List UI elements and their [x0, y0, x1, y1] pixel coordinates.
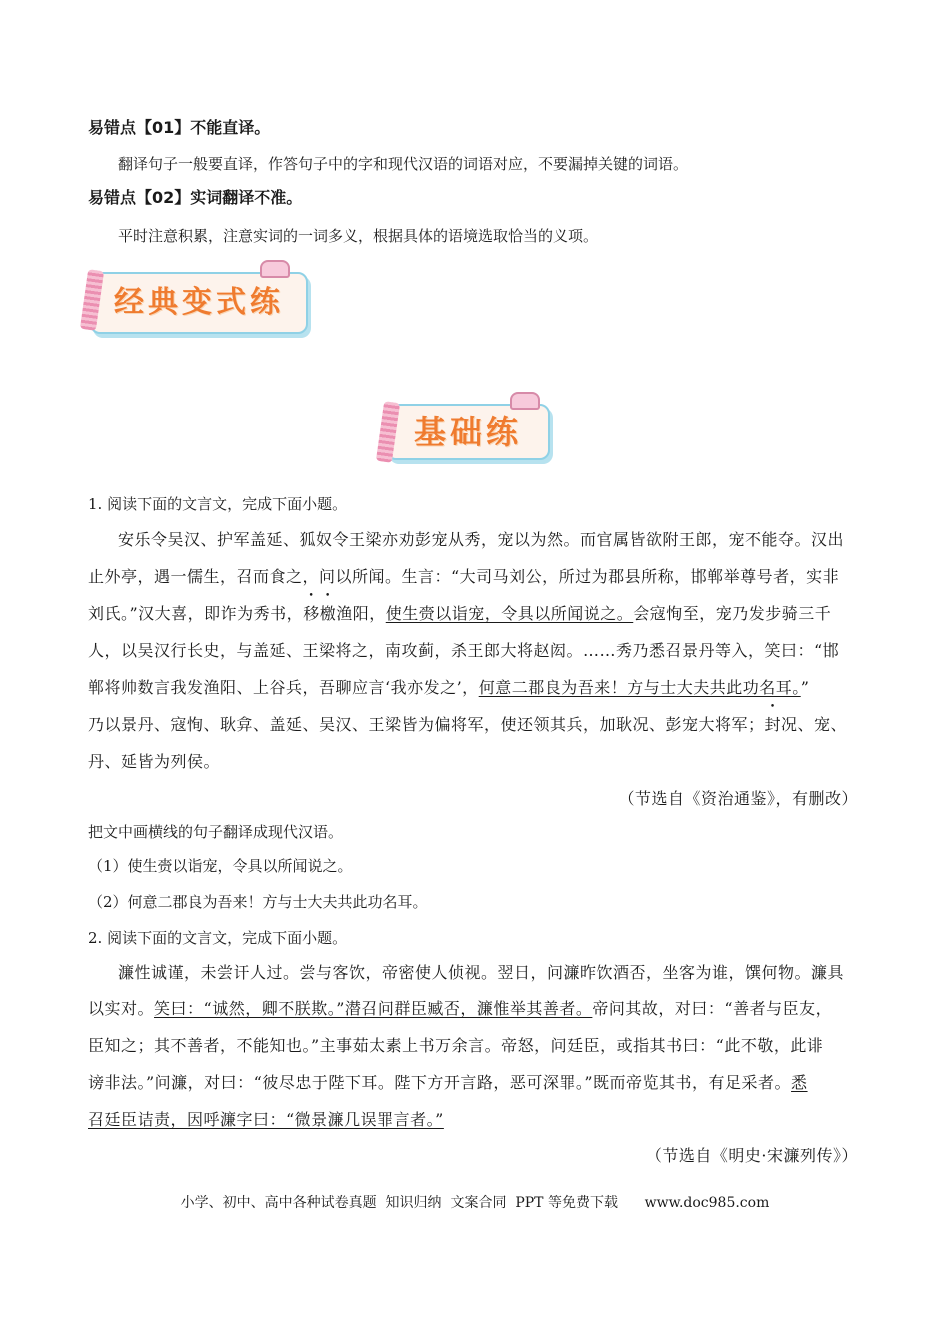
q2-underlined-sentence-2-end: 召廷臣诘责，因呼濂字曰：“微景濂几误罪言者。”	[88, 1110, 444, 1129]
q1-passage-line-6	[88, 715, 847, 735]
banner-basic-practice	[386, 404, 550, 460]
q1-underlined-sentence-1: 使生赍以诣宠，令具以所闻说之。	[385, 604, 634, 623]
error-heading-2-text: 实词翻译不准。	[190, 188, 303, 207]
q1-passage-line-3	[88, 604, 831, 624]
error-heading-2-prefix: 易错点【02】	[88, 188, 191, 207]
q1-p3-b: 渔阳，	[336, 604, 386, 623]
q1-p3-dot2: 檄	[319, 604, 337, 623]
clip-icon	[510, 392, 540, 410]
error-body-2: 平时注意积累，注意实词的一词多义，根据具体的语境选取恰当的义项。	[118, 227, 599, 245]
error-body-1: 翻译句子一般要直译，作答句子中的字和现代汉语的词语对应，不要漏掉关键的词语。	[118, 155, 689, 173]
q2-passage-line-2	[88, 999, 832, 1019]
clip-icon	[260, 260, 290, 278]
q1-passage-line-1: 安乐令吴汉、护军盖延、狐奴令王梁亦劝彭宠从秀，宠以为然。而官属皆欲附王郎，宠不能夺。汉出	[118, 530, 845, 549]
q1-prompt: 1. 阅读下面的文言文，完成下面小题。	[88, 495, 348, 513]
error-heading-1	[88, 118, 270, 138]
q1-underlined-sentence-2: 何意二郡良为吾来！方与士大夫共此功名耳。	[478, 678, 801, 697]
error-heading-2	[88, 188, 302, 208]
q1-p5-b: ”	[800, 678, 810, 697]
q2-p2-a: 以实对。	[88, 999, 155, 1018]
q2-passage-line-5	[88, 1110, 444, 1130]
q1-p6-b: 况、宠、	[781, 715, 848, 734]
q1-p6-a: 乃以景丹、寇恂、耿弇、盖延、吴汉、王梁皆为偏将军，使还领其兵，加耿况、彭宠大将军；	[88, 715, 765, 734]
q2-passage-line-4	[88, 1073, 808, 1093]
q1-passage-line-7: 丹、延皆为列侯。	[88, 752, 221, 771]
q2-source: （节选自《明史·宋濂列传》）	[645, 1146, 858, 1165]
q1-p3-a: 刘氏。”汉大喜，即诈为秀书，	[88, 604, 304, 623]
q2-passage-line-1: 濂性诚谨，未尝讦人过。尝与客饮，帝密使人侦视。翌日，问濂昨饮酒否，坐客为谁，馔何物。濂具	[118, 963, 845, 982]
q1-subquestion-1: （1）使生赍以诣宠，令具以所闻说之。	[88, 857, 353, 875]
q2-p2-b: 帝问其故，对曰：“善者与臣友，	[592, 999, 833, 1018]
banner-variant-title: 经典变式练	[114, 285, 284, 320]
q1-p5-a: 郸将帅数言我发渔阳、上谷兵，吾聊应言‘我亦发之’，	[88, 678, 479, 697]
q1-passage-line-5	[88, 678, 809, 698]
q1-subquestion-2: （2）何意二郡良为吾来！方与士大夫共此功名耳。	[88, 893, 428, 911]
error-heading-1-prefix: 易错点【01】	[88, 118, 191, 137]
q1-source: （节选自《资治通鉴》，有删改）	[618, 789, 858, 808]
q1-instruction: 把文中画横线的句子翻译成现代汉语。	[88, 823, 344, 841]
q2-prompt: 2. 阅读下面的文言文，完成下面小题。	[88, 929, 348, 947]
q1-p6-dot: 封	[764, 715, 782, 734]
q2-underlined-sentence-1: 笑曰：“诚然，卿不朕欺。”潜召问群臣臧否，濂惟举其善者。	[154, 999, 593, 1018]
q2-p4-a: 谤非法。”问濂，对曰：“彼尽忠于陛下耳。陛下方开言路，恶可深罪。”既而帝览其书，有足采者。	[88, 1073, 792, 1092]
q1-passage-line-2: 止外亭，遇一儒生，召而食之，问以所闻。生言：“大司马刘公，所过为郡县所称，邯郸举尊号者，实非	[88, 567, 840, 586]
banner-basic-title: 基础练	[413, 413, 522, 451]
banner-variant-practice	[90, 272, 308, 334]
q2-passage-line-3: 臣知之；其不善者，不能知也。”主事茹太素上书万余言。帝怒，问廷臣，或指其书曰：“此不敬，此诽	[88, 1036, 824, 1055]
error-heading-1-text: 不能直译。	[190, 118, 271, 137]
q2-underlined-sentence-2-start: 悉	[791, 1073, 808, 1092]
q1-p3-dot1: 移	[303, 604, 320, 623]
q1-p3-c: 会寇恂至，宠乃发步骑三千	[633, 604, 832, 623]
q1-passage-line-4: 人，以吴汉行长史，与盖延、王梁将之，南攻蓟，杀王郎大将赵闳。……秀乃悉召景丹等入，笑曰：“邯	[88, 641, 840, 660]
page-footer: 小学、初中、高中各种试卷真题 知识归纳 文案合同 PPT 等免费下载 www.doc985.com	[180, 1195, 770, 1211]
